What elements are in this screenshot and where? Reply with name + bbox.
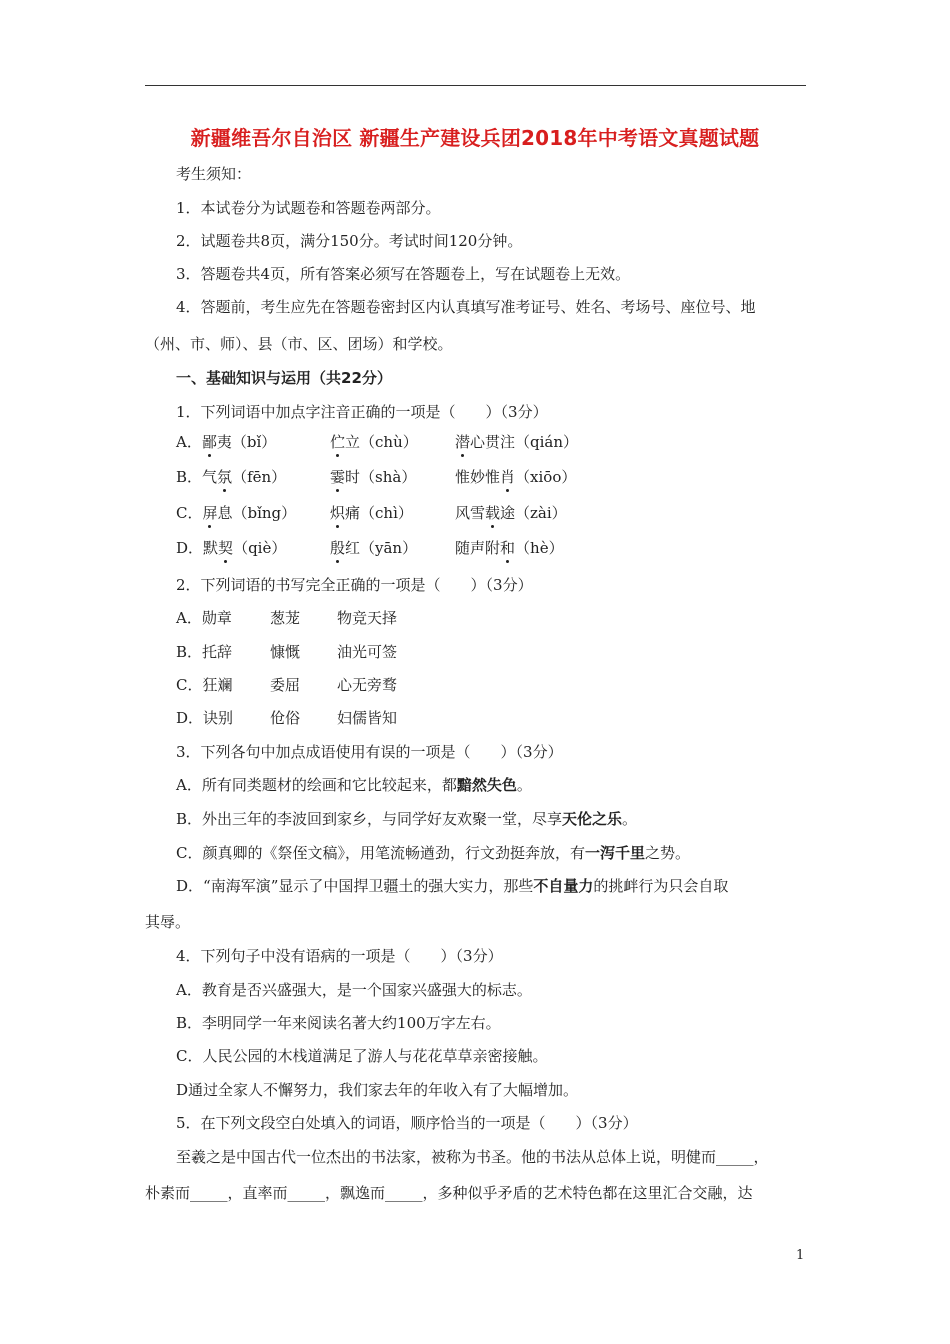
word-part: （hè） (515, 539, 564, 557)
q5-stem: 5．在下列文段空白处填入的词语，顺序恰当的一项是（ ）（3分） (176, 1114, 638, 1132)
word: 油光可签 (337, 643, 398, 661)
header-rule (145, 85, 806, 86)
idiom: 一泻千里 (584, 844, 645, 862)
q2-stem: 2．下列词语的书写完全正确的一项是（ ）（3分） (176, 576, 533, 594)
option-label: A． (176, 433, 202, 451)
exam-title: 新疆维吾尔自治区 新疆生产建设兵团2018年中考语文真题试题 (190, 126, 760, 150)
q5-paragraph-line-1: 至羲之是中国古代一位杰出的书法家，被称为书圣。他的书法从总体上说，明健而_____， (176, 1148, 769, 1166)
word-part: （fēn） (232, 468, 287, 486)
word: 物竞天择 (337, 609, 398, 627)
option-label: D． (176, 539, 204, 557)
option-label: B． (176, 643, 203, 661)
word-part: 夷（bǐ） (216, 433, 277, 451)
option-label: C． (176, 676, 203, 694)
dotted-char: 殷 (330, 539, 346, 557)
q3-option-c (176, 843, 690, 863)
page-number: 1 (796, 1248, 805, 1263)
word: 勋章 (201, 609, 232, 627)
word: 慷慨 (270, 643, 301, 661)
dotted-char: 鄙 (201, 433, 217, 451)
idiom: 天伦之乐 (562, 810, 623, 828)
dotted-char: 伫 (330, 433, 346, 451)
sentence-text: D．“南海军演”显示了中国捍卫疆土的强大实力，那些 (176, 877, 534, 895)
notice-item-4: 4．答题前，考生应先在答题卷密封区内认真填写准考证号、姓名、考场号、座位号、地 (176, 298, 756, 316)
q4-option-d: D通过全家人不懈努力，我们家去年的年收入有了大幅增加。 (176, 1081, 579, 1099)
word-part: 红（yān） (345, 539, 418, 557)
word: 伧俗 (270, 709, 301, 727)
notice-item-1: 1．本试卷分为试题卷和答题卷两部分。 (176, 199, 441, 217)
q3-option-a (176, 775, 532, 795)
idiom: 不自量力 (533, 877, 594, 895)
sentence-text: 。 (622, 810, 638, 828)
word: 葱茏 (270, 609, 301, 627)
q4-option-a: A．教育是否兴盛强大，是一个国家兴盛强大的标志。 (176, 981, 532, 999)
word-part: 途（zài） (500, 504, 567, 522)
word: 委屈 (270, 676, 301, 694)
sentence-text: 的挑衅行为只会自取 (593, 877, 729, 895)
q4-option-b: B．李明同学一年来阅读名著大约100万字左右。 (176, 1014, 501, 1032)
q3-option-d-continued: 其辱。 (145, 913, 191, 931)
sentence-text: A．所有同类题材的绘画和它比较起来，都 (176, 776, 457, 794)
dotted-char: 屏 (202, 504, 218, 522)
word: 托辞 (202, 643, 233, 661)
q4-option-c: C．人民公园的木栈道满足了游人与花花草草亲密接触。 (176, 1047, 548, 1065)
word-part: 气 (202, 468, 218, 486)
q4-stem: 4．下列句子中没有语病的一项是（ ）（3分） (176, 947, 503, 965)
word-part: （qiè） (233, 539, 287, 557)
option-label: D． (176, 709, 204, 727)
word-part: （xiōo） (515, 468, 577, 486)
dotted-char: 霎 (330, 468, 346, 486)
notice-heading: 考生须知： (176, 165, 252, 183)
notice-item-2: 2．试题卷共8页，满分150分。考试时间120分钟。 (176, 232, 523, 250)
dotted-char: 肖 (500, 468, 516, 486)
q3-option-d (176, 876, 728, 896)
sentence-text: C．颜真卿的《祭侄文稿》，用笔流畅遒劲，行文劲挺奔放，有 (176, 844, 585, 862)
word: 心无旁骛 (337, 676, 398, 694)
q5-paragraph-line-2: 朴素而_____，直率而_____，飘逸而_____，多种似乎矛盾的艺术特色都在这里汇合交融，达 (145, 1184, 753, 1202)
word-part: 息（bǐng） (217, 504, 297, 522)
notice-item-4-continued: （州、市、师）、县（市、区、团场）和学校。 (145, 335, 453, 353)
sentence-text: 之势。 (645, 844, 691, 862)
dotted-char: 潜 (455, 433, 471, 451)
word-part: 心贯注（qián） (470, 433, 579, 451)
word: 诀别 (203, 709, 234, 727)
word-part: 风雪 (455, 504, 486, 522)
q3-option-b (176, 809, 637, 829)
notice-item-3: 3．答题卷共4页，所有答案必须写在答题卷上，写在试题卷上无效。 (176, 265, 631, 283)
option-label: C． (176, 504, 203, 522)
word-part: 随声附 (455, 539, 501, 557)
dotted-char: 和 (500, 539, 516, 557)
dotted-char: 契 (218, 539, 234, 557)
q3-stem: 3．下列各句中加点成语使用有误的一项是（ ）（3分） (176, 743, 563, 761)
section-heading: 一、基础知识与运用（共22分） (176, 369, 392, 387)
word-part: 立（chù） (345, 433, 418, 451)
sentence-text: 。 (516, 776, 532, 794)
sentence-text: B．外出三年的李波回到家乡，与同学好友欢聚一堂，尽享 (176, 810, 563, 828)
word: 妇儒皆知 (337, 709, 398, 727)
word-part: 痛（chì） (345, 504, 413, 522)
q1-stem: 1．下列词语中加点字注音正确的一项是（ ）（3分） (176, 403, 548, 421)
dotted-char: 氛 (217, 468, 233, 486)
word-part: 时（shà） (345, 468, 417, 486)
word-part: 默 (203, 539, 219, 557)
dotted-char: 炽 (330, 504, 346, 522)
idiom: 黯然失色 (456, 776, 517, 794)
option-label: A． (176, 609, 202, 627)
word: 狂斓 (202, 676, 233, 694)
word-part: 惟妙惟 (455, 468, 501, 486)
dotted-char: 载 (485, 504, 501, 522)
option-label: B． (176, 468, 203, 486)
